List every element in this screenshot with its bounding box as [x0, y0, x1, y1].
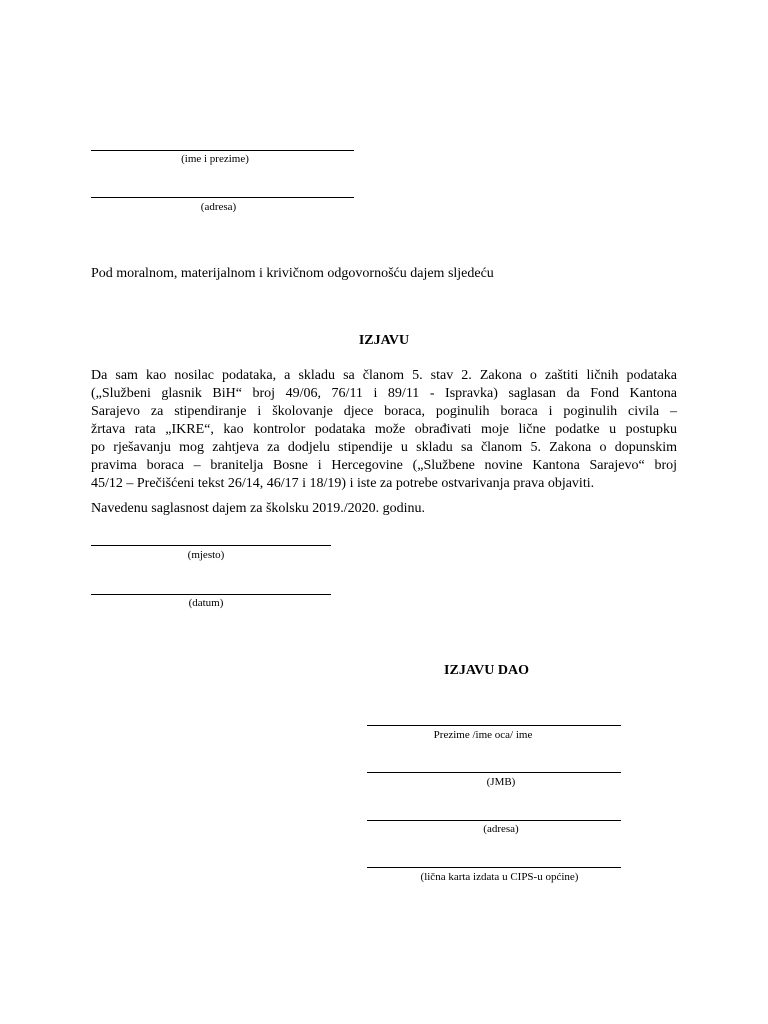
date-caption: (datum) — [188, 597, 224, 609]
id-card-line — [367, 867, 621, 868]
declaration-paragraph — [91, 367, 677, 493]
intro-text: Pod moralnom, materijalnom i krivičnom odgovornošću dajem sljedeću — [91, 266, 494, 281]
address-signature-line — [91, 197, 354, 198]
name-caption: (ime i prezime) — [181, 153, 249, 165]
paragraph-line: Da sam kao nosilac podataka, a skladu sa članom 5. stav 2. Zakona o zaštiti ličnih podataka — [91, 368, 677, 383]
paragraph-line: po rješavanju mog zahtjeva za dodjelu stipendije u skladu sa članom 5. Zakona o dopunskim — [91, 440, 677, 455]
surname-signature-line — [367, 725, 621, 726]
consent-text: Navedenu saglasnost dajem za školsku 2019./2020. godinu. — [91, 501, 426, 516]
signer-address-line — [367, 820, 621, 821]
place-signature-line — [91, 545, 331, 546]
jmb-signature-line — [367, 772, 621, 773]
signature-title: IZJAVU DAO — [444, 663, 529, 678]
document-title: IZJAVU — [358, 333, 410, 348]
paragraph-line: („Službeni glasnik BiH“ broj 49/06, 76/11 i 89/11 - Ispravka) saglasan da Fond Kantona — [91, 386, 677, 401]
signer-address-caption: (adresa) — [483, 823, 519, 835]
jmb-caption: (JMB) — [486, 776, 516, 788]
name-signature-line — [91, 150, 354, 151]
paragraph-line: žrtava rata „IKRE“, kao kontrolor podataka može obrađivati moje lične podatke u postupku — [91, 422, 677, 437]
address-caption: (adresa) — [200, 201, 237, 213]
paragraph-line: pravima boraca – branitelja Bosne i Hercegovine („Službene novine Kantona Sarajevo“ broj — [91, 458, 677, 473]
paragraph-line: 45/12 – Prečišćeni tekst 26/14, 46/17 i 18/19) i iste za potrebe ostvarivanja prava objaviti. — [91, 476, 595, 491]
place-caption: (mjesto) — [187, 549, 225, 561]
date-signature-line — [91, 594, 331, 595]
paragraph-line: Sarajevo za stipendiranje i školovanje djece boraca, poginulih boraca i poginulih civila – — [91, 404, 677, 419]
surname-caption: Prezime /ime oca/ ime — [433, 729, 533, 741]
id-card-caption: (lična karta izdata u CIPS-u općine) — [420, 871, 579, 883]
